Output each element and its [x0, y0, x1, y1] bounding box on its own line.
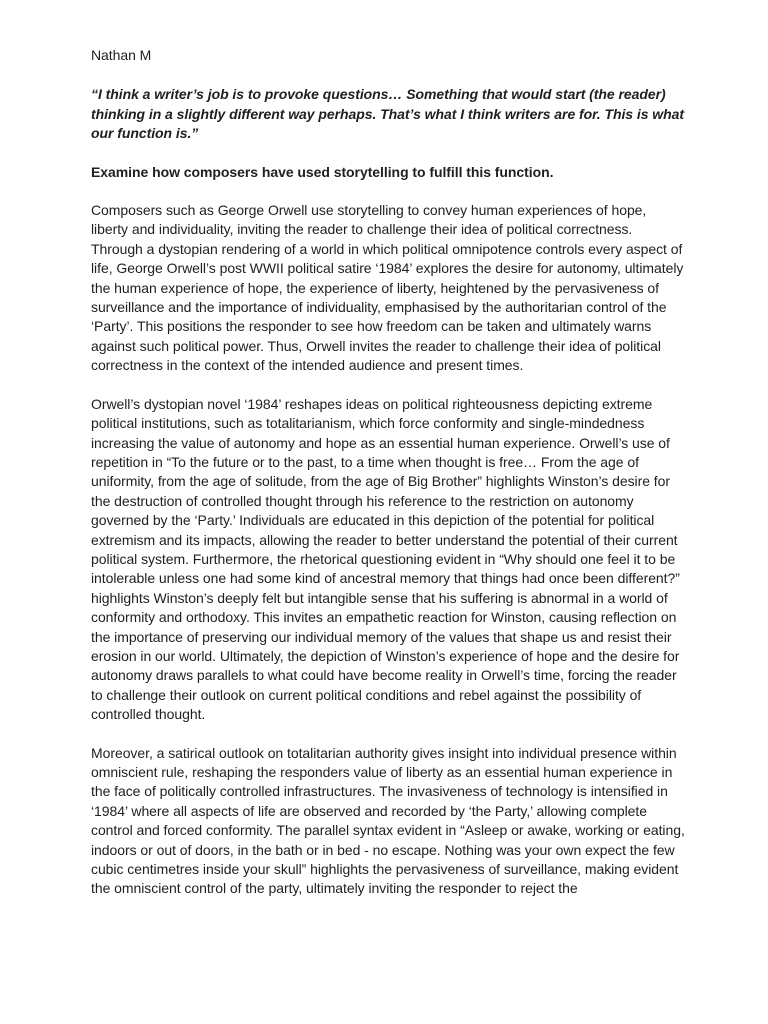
- body-paragraph-1: Composers such as George Orwell use storytelling to convey human experiences of hope, liberty and individuality, inviting the reader to challenge their idea of political correctness. Through a dystopian rendering of a world in which political omnipotence controls every aspect of life, George Orwell’s post WWII political satire ‘1984’ explores the desire for autonomy, ultimately the human experience of hope, the experience of liberty, heightened by the pervasiveness of surveillance and the importance of individuality, emphasised by the authoritarian control of the ‘Party’. This positions the responder to see how freedom can be taken and ultimately warns against such political power. Thus, Orwell invites the reader to challenge their idea of political correctness in the context of the intended audience and present times.: [91, 202, 684, 374]
- body-paragraph-2: Orwell’s dystopian novel ‘1984’ reshapes ideas on political righteousness depicting extreme political institutions, such as totalitarianism, which force conformity and single-mindedness increasing the value of autonomy and hope as an essential human experience. Orwell’s use of repetition in “To the future or to the past, to a time when thought is free… From the age of uniformity, from the age of solitude, from the age of Big Brother” highlights Winston’s desire for the destruction of controlled thought through his reference to the restriction on autonomy governed by the ‘Party.’ Individuals are educated in this depiction of the potential for political extremism and its impacts, allowing the reader to better understand the potential of their current political system. Furthermore, the rhetorical questioning evident in “Why should one feel it to be intolerable unless one had some kind of ancestral memory that things had once been different?” highlights Winston’s deeply felt but intangible sense that his suffering is abnormal in a world of conformity and orthodoxy. This invites an empathetic reaction for Winston, causing reflection on the importance of preserving our individual memory of the values that shape us and resist their erosion in our world. Ultimately, the depiction of Winston’s experience of hope and the desire for autonomy draws parallels to what could have become reality in Orwell’s time, forcing the reader to challenge their outlook on current political conditions and rebel against the possibility of controlled thought.: [91, 395, 680, 723]
- epigraph-quote: “I think a writer’s job is to provoke questions… Something that would start (the reader) thinking in a slightly different way perhaps. That’s what I think writers are for. This is what our function is.”: [91, 86, 684, 142]
- document-page: [91, 46, 687, 918]
- body-paragraph-3: Moreover, a satirical outlook on totalitarian authority gives insight into individual presence within omniscient rule, reshaping the responders value of liberty as an essential human experience in the face of politically controlled infrastructures. The invasiveness of technology is intensified in ‘1984’ where all aspects of life are observed and recorded by ‘the Party,’ allowing complete control and forced conformity. The parallel syntax evident in “Asleep or awake, working or eating, indoors or out of doors, in the bath or in bed - no escape. Nothing was your own expect the few cubic centimetres inside your skull” highlights the pervasiveness of surveillance, making evident the omniscient control of the party, ultimately inviting the responder to reject the: [91, 744, 685, 897]
- author-name: Nathan M: [91, 47, 152, 63]
- essay-question: Examine how composers have used storytelling to fulfill this function.: [91, 163, 554, 180]
